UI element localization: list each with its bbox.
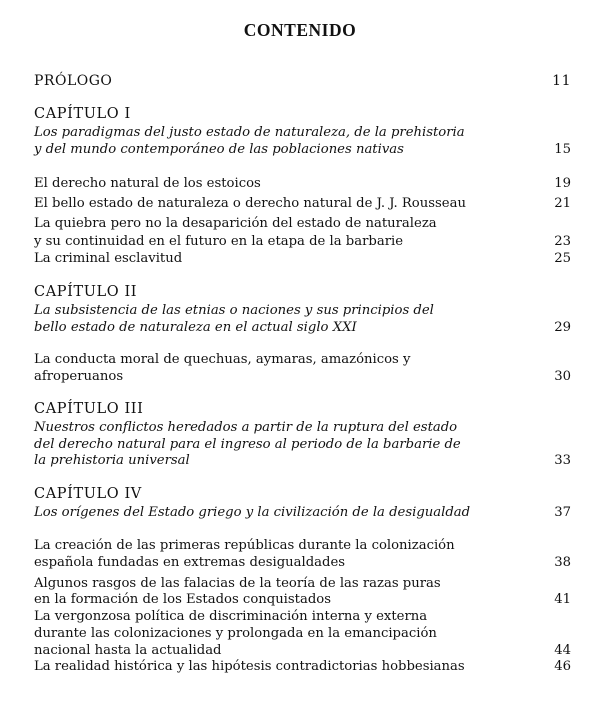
toc-entry-line[interactable]: afroperuanos 30	[34, 369, 571, 384]
chapter-heading[interactable]: CAPÍTULO I	[34, 106, 131, 122]
toc-entry[interactable]: El bello estado de naturaleza o derecho natural de J. J. Rousseau 21	[34, 196, 571, 211]
toc-page-number: 37	[554, 505, 571, 520]
toc-entry-line[interactable]: durante las colonizaciones y prolongada en la emancipación	[34, 626, 437, 641]
toc-entry-line[interactable]: en la formación de los Estados conquistados 41	[34, 592, 571, 607]
toc-page-number: 44	[554, 643, 571, 658]
chapter-heading[interactable]: CAPÍTULO II	[34, 284, 138, 300]
toc-page-number: 23	[554, 234, 571, 249]
toc-entry-line[interactable]: y su continuidad en el futuro en la etapa de la barbarie 23	[34, 234, 571, 249]
toc-page-number: 33	[554, 453, 571, 468]
chapter-subtitle-line: y del mundo contemporáneo de las poblaciones nativas 15	[34, 142, 571, 157]
toc-entry[interactable]: La criminal esclavitud 25	[34, 251, 571, 266]
toc-page-number: 29	[554, 320, 571, 335]
toc-entry-label: PRÓLOGO	[34, 73, 113, 89]
toc-page-number: 46	[554, 659, 571, 674]
toc-entry-line[interactable]: española fundadas en extremas desigualdades 38	[34, 555, 571, 570]
toc-page-number: 25	[554, 251, 571, 266]
chapter-subtitle-line: la prehistoria universal 33	[34, 453, 571, 468]
toc-page-number: 21	[554, 196, 571, 211]
toc-page-number: 11	[552, 73, 571, 89]
chapter-subtitle-line: Los paradigmas del justo estado de naturaleza, de la prehistoria	[34, 125, 465, 140]
page-title: CONTENIDO	[243, 20, 357, 40]
toc-page-number: 38	[554, 555, 571, 570]
chapter-subtitle-line: del derecho natural para el ingreso al periodo de la barbarie de	[34, 437, 461, 452]
toc-page-number: 19	[554, 176, 571, 191]
toc-entry-line[interactable]: La creación de las primeras repúblicas durante la colonización	[34, 538, 455, 553]
toc-entry-line[interactable]: Algunos rasgos de las falacias de la teoría de las razas puras	[34, 576, 441, 591]
chapter-subtitle-line: bello estado de naturaleza en el actual siglo XXI 29	[34, 320, 571, 335]
toc-entry-prologo[interactable]	[34, 73, 571, 89]
toc-entry[interactable]: El derecho natural de los estoicos 19	[34, 176, 571, 191]
chapter-heading[interactable]: CAPÍTULO IV	[34, 486, 142, 502]
toc-entry-line[interactable]: La conducta moral de quechuas, aymaras, amazónicos y	[34, 352, 411, 367]
toc-page-number: 15	[554, 142, 571, 157]
toc-page-number: 41	[554, 592, 571, 607]
toc-entry-line[interactable]: nacional hasta la actualidad 44	[34, 643, 571, 658]
chapter-subtitle-line: Nuestros conflictos heredados a partir de la ruptura del estado	[34, 420, 458, 435]
chapter-subtitle-line: Los orígenes del Estado griego y la civilización de la desigualdad 37	[34, 505, 571, 520]
toc-entry-line[interactable]: La vergonzosa política de discriminación interna y externa	[34, 609, 428, 624]
toc-page-number: 30	[554, 369, 571, 384]
toc-entry-line[interactable]: La quiebra pero no la desaparición del estado de naturaleza	[34, 216, 437, 231]
chapter-subtitle-line: La subsistencia de las etnias o naciones y sus principios del	[34, 303, 434, 318]
toc-entry[interactable]: La realidad histórica y las hipótesis contradictorias hobbesianas 46	[34, 659, 571, 674]
chapter-heading[interactable]: CAPÍTULO III	[34, 401, 144, 417]
